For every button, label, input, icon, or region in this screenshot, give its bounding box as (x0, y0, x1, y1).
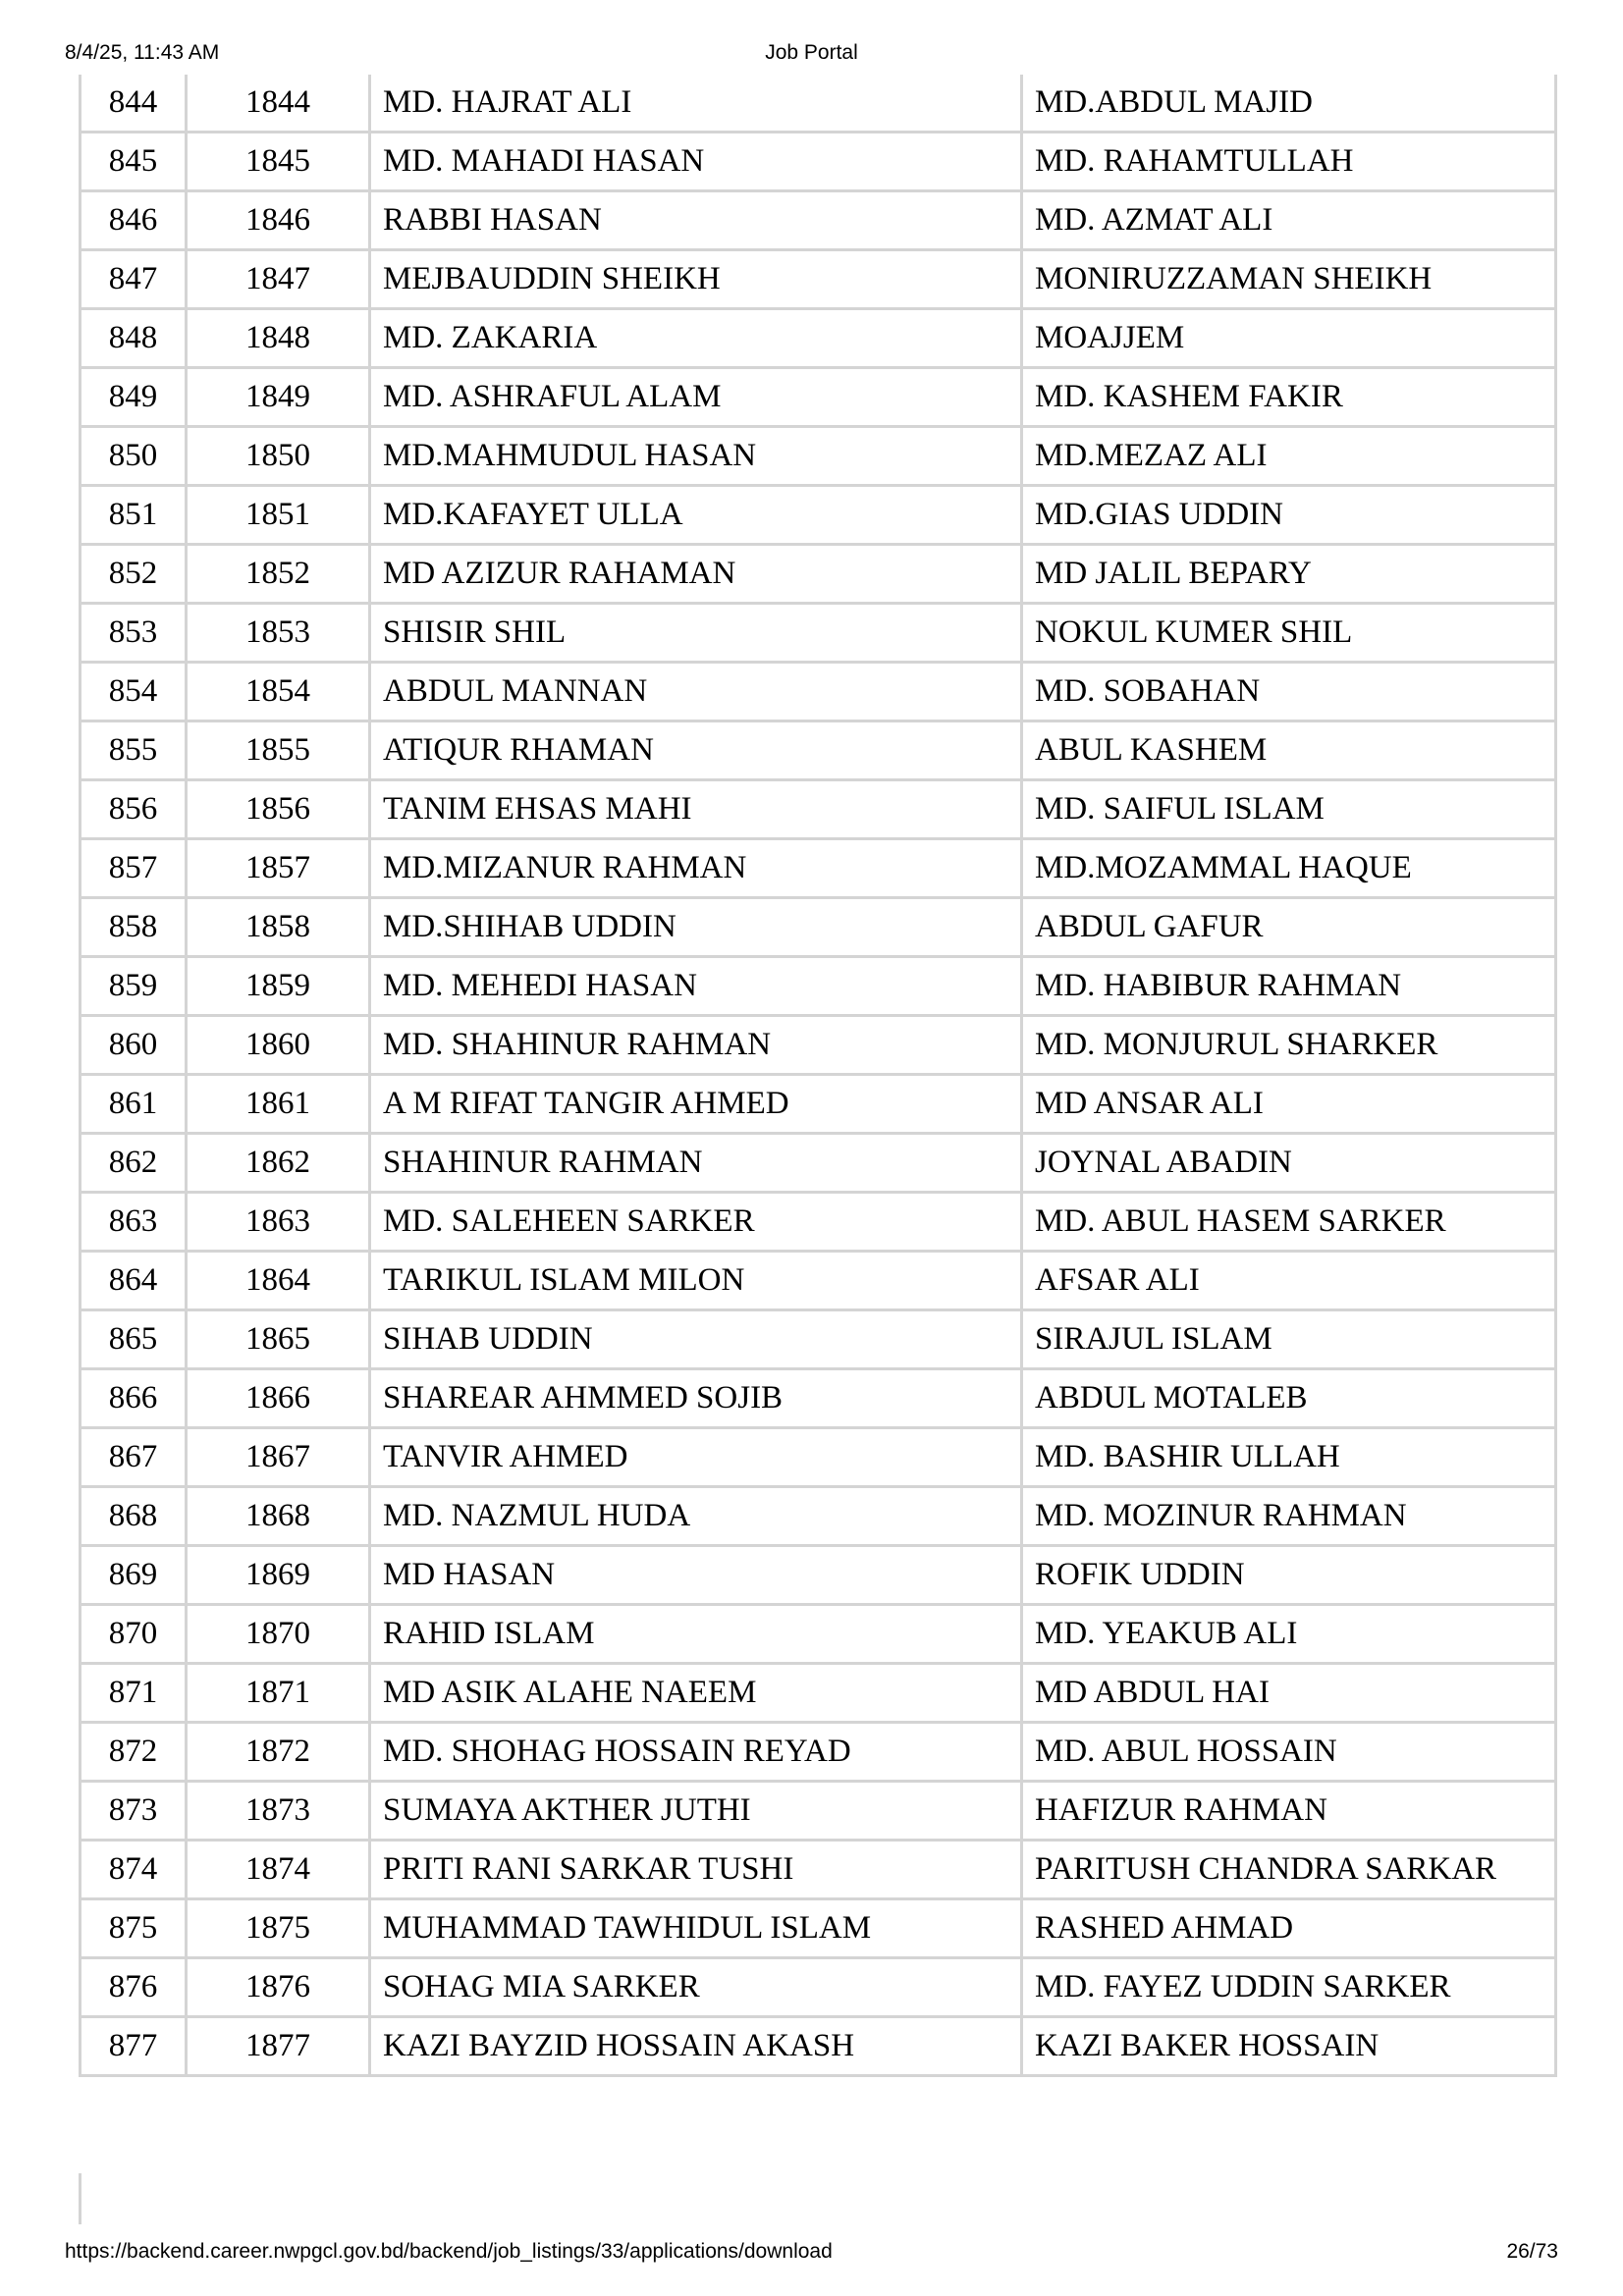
roll-cell: 1877 (187, 2017, 370, 2076)
serial-cell: 855 (81, 721, 187, 780)
table-row (81, 368, 1556, 427)
table-row (81, 1193, 1556, 1252)
roll-cell: 1871 (187, 1664, 370, 1723)
page-url: https://backend.career.nwpgcl.gov.bd/backend/job_listings/33/applications/download (65, 2240, 833, 2263)
serial-cell: 854 (81, 663, 187, 721)
roll-cell: 1867 (187, 1428, 370, 1487)
serial-cell: 875 (81, 1899, 187, 1958)
table-row (81, 545, 1556, 604)
applicant-name-cell: MD. NAZMUL HUDA (370, 1487, 1022, 1546)
serial-cell: 864 (81, 1252, 187, 1310)
table-row (81, 1546, 1556, 1605)
print-datetime: 8/4/25, 11:43 AM (65, 41, 220, 64)
table-row (81, 309, 1556, 368)
table-row (81, 1252, 1556, 1310)
applicant-name-cell: KAZI BAYZID HOSSAIN AKASH (370, 2017, 1022, 2076)
serial-cell: 868 (81, 1487, 187, 1546)
father-name-cell: ROFIK UDDIN (1022, 1546, 1556, 1605)
table-row (81, 1369, 1556, 1428)
roll-cell: 1866 (187, 1369, 370, 1428)
father-name-cell: MD ANSAR ALI (1022, 1075, 1556, 1134)
table-row (81, 1134, 1556, 1193)
table-row (81, 1428, 1556, 1487)
table-row (81, 486, 1556, 545)
father-name-cell: SIRAJUL ISLAM (1022, 1310, 1556, 1369)
serial-cell: 857 (81, 839, 187, 898)
father-name-cell: MD. FAYEZ UDDIN SARKER (1022, 1958, 1556, 2017)
father-name-cell: MD. BASHIR ULLAH (1022, 1428, 1556, 1487)
father-name-cell: ABDUL GAFUR (1022, 898, 1556, 957)
applicant-name-cell: SUMAYA AKTHER JUTHI (370, 1782, 1022, 1841)
table-row (81, 1782, 1556, 1841)
father-name-cell: MD.GIAS UDDIN (1022, 486, 1556, 545)
father-name-cell: RASHED AHMAD (1022, 1899, 1556, 1958)
father-name-cell: MD. YEAKUB ALI (1022, 1605, 1556, 1664)
table-row (81, 604, 1556, 663)
table-row (81, 839, 1556, 898)
roll-cell: 1865 (187, 1310, 370, 1369)
roll-cell: 1872 (187, 1723, 370, 1782)
serial-cell: 874 (81, 1841, 187, 1899)
roll-cell: 1849 (187, 368, 370, 427)
serial-cell: 852 (81, 545, 187, 604)
father-name-cell: MD. HABIBUR RAHMAN (1022, 957, 1556, 1016)
serial-cell: 871 (81, 1664, 187, 1723)
serial-cell: 872 (81, 1723, 187, 1782)
serial-cell: 847 (81, 250, 187, 309)
applicant-name-cell: TARIKUL ISLAM MILON (370, 1252, 1022, 1310)
roll-cell: 1876 (187, 1958, 370, 2017)
roll-cell: 1874 (187, 1841, 370, 1899)
serial-cell: 848 (81, 309, 187, 368)
table-row (81, 1016, 1556, 1075)
applicant-name-cell: TANIM EHSAS MAHI (370, 780, 1022, 839)
father-name-cell: HAFIZUR RAHMAN (1022, 1782, 1556, 1841)
table-row (81, 427, 1556, 486)
applicant-name-cell: MD. MEHEDI HASAN (370, 957, 1022, 1016)
roll-cell: 1856 (187, 780, 370, 839)
serial-cell: 870 (81, 1605, 187, 1664)
applicant-name-cell: SHAREAR AHMMED SOJIB (370, 1369, 1022, 1428)
applicant-name-cell: PRITI RANI SARKAR TUSHI (370, 1841, 1022, 1899)
father-name-cell: ABUL KASHEM (1022, 721, 1556, 780)
applicant-name-cell: RAHID ISLAM (370, 1605, 1022, 1664)
roll-cell: 1868 (187, 1487, 370, 1546)
applicant-name-cell: SIHAB UDDIN (370, 1310, 1022, 1369)
father-name-cell: ABDUL MOTALEB (1022, 1369, 1556, 1428)
applicant-name-cell: MEJBAUDDIN SHEIKH (370, 250, 1022, 309)
roll-cell: 1855 (187, 721, 370, 780)
father-name-cell: MD.ABDUL MAJID (1022, 75, 1556, 133)
table-row (81, 957, 1556, 1016)
applicant-name-cell: A M RIFAT TANGIR AHMED (370, 1075, 1022, 1134)
roll-cell: 1860 (187, 1016, 370, 1075)
serial-cell: 850 (81, 427, 187, 486)
applicant-name-cell: SOHAG MIA SARKER (370, 1958, 1022, 2017)
father-name-cell: JOYNAL ABADIN (1022, 1134, 1556, 1193)
serial-cell: 861 (81, 1075, 187, 1134)
applicant-name-cell: MD HASAN (370, 1546, 1022, 1605)
father-name-cell: PARITUSH CHANDRA SARKAR (1022, 1841, 1556, 1899)
table-row (81, 1075, 1556, 1134)
serial-cell: 863 (81, 1193, 187, 1252)
roll-cell: 1852 (187, 545, 370, 604)
applicant-name-cell: MD.SHIHAB UDDIN (370, 898, 1022, 957)
table-row (81, 1605, 1556, 1664)
applicant-name-cell: MD. SALEHEEN SARKER (370, 1193, 1022, 1252)
applicant-name-cell: SHISIR SHIL (370, 604, 1022, 663)
table-row (81, 191, 1556, 250)
father-name-cell: MD. SAIFUL ISLAM (1022, 780, 1556, 839)
serial-cell: 844 (81, 75, 187, 133)
serial-cell: 858 (81, 898, 187, 957)
roll-cell: 1873 (187, 1782, 370, 1841)
serial-cell: 869 (81, 1546, 187, 1605)
table-row (81, 133, 1556, 191)
father-name-cell: AFSAR ALI (1022, 1252, 1556, 1310)
table-row (81, 663, 1556, 721)
table-row (81, 75, 1556, 133)
applicant-name-cell: ATIQUR RHAMAN (370, 721, 1022, 780)
father-name-cell: MD. ABUL HASEM SARKER (1022, 1193, 1556, 1252)
father-name-cell: MD. ABUL HOSSAIN (1022, 1723, 1556, 1782)
serial-cell: 866 (81, 1369, 187, 1428)
applicant-name-cell: MD. MAHADI HASAN (370, 133, 1022, 191)
table-row (81, 1841, 1556, 1899)
roll-cell: 1848 (187, 309, 370, 368)
roll-cell: 1869 (187, 1546, 370, 1605)
applicant-name-cell: MD. SHAHINUR RAHMAN (370, 1016, 1022, 1075)
roll-cell: 1846 (187, 191, 370, 250)
roll-cell: 1857 (187, 839, 370, 898)
applicant-name-cell: RABBI HASAN (370, 191, 1022, 250)
roll-cell: 1858 (187, 898, 370, 957)
serial-cell: 862 (81, 1134, 187, 1193)
table-row (81, 1664, 1556, 1723)
applicant-name-cell: MD. ZAKARIA (370, 309, 1022, 368)
serial-cell: 860 (81, 1016, 187, 1075)
table-row (81, 1958, 1556, 2017)
applicant-table (79, 75, 1557, 2077)
father-name-cell: MD. MOZINUR RAHMAN (1022, 1487, 1556, 1546)
roll-cell: 1850 (187, 427, 370, 486)
father-name-cell: MD.MEZAZ ALI (1022, 427, 1556, 486)
roll-cell: 1864 (187, 1252, 370, 1310)
father-name-cell: MOAJJEM (1022, 309, 1556, 368)
roll-cell: 1847 (187, 250, 370, 309)
roll-cell: 1863 (187, 1193, 370, 1252)
roll-cell: 1862 (187, 1134, 370, 1193)
applicant-name-cell: MD.MIZANUR RAHMAN (370, 839, 1022, 898)
applicant-name-cell: MD. SHOHAG HOSSAIN REYAD (370, 1723, 1022, 1782)
father-name-cell: MD. KASHEM FAKIR (1022, 368, 1556, 427)
serial-cell: 846 (81, 191, 187, 250)
applicant-name-cell: MD.KAFAYET ULLA (370, 486, 1022, 545)
roll-cell: 1845 (187, 133, 370, 191)
serial-cell: 845 (81, 133, 187, 191)
father-name-cell: NOKUL KUMER SHIL (1022, 604, 1556, 663)
father-name-cell: MD. AZMAT ALI (1022, 191, 1556, 250)
serial-cell: 867 (81, 1428, 187, 1487)
serial-cell: 873 (81, 1782, 187, 1841)
father-name-cell: MD JALIL BEPARY (1022, 545, 1556, 604)
father-name-cell: MD ABDUL HAI (1022, 1664, 1556, 1723)
serial-cell: 856 (81, 780, 187, 839)
roll-cell: 1875 (187, 1899, 370, 1958)
applicant-name-cell: MD.MAHMUDUL HASAN (370, 427, 1022, 486)
page-number: 26/73 (1506, 2240, 1558, 2263)
table-row (81, 1723, 1556, 1782)
table-row (81, 250, 1556, 309)
serial-cell: 865 (81, 1310, 187, 1369)
table-row (81, 780, 1556, 839)
father-name-cell: KAZI BAKER HOSSAIN (1022, 2017, 1556, 2076)
roll-cell: 1854 (187, 663, 370, 721)
serial-cell: 849 (81, 368, 187, 427)
table-row (81, 2017, 1556, 2076)
table-row (81, 721, 1556, 780)
roll-cell: 1859 (187, 957, 370, 1016)
roll-cell: 1861 (187, 1075, 370, 1134)
roll-cell: 1844 (187, 75, 370, 133)
applicant-name-cell: MD AZIZUR RAHAMAN (370, 545, 1022, 604)
father-name-cell: MONIRUZZAMAN SHEIKH (1022, 250, 1556, 309)
applicant-name-cell: TANVIR AHMED (370, 1428, 1022, 1487)
applicant-name-cell: MUHAMMAD TAWHIDUL ISLAM (370, 1899, 1022, 1958)
applicant-name-cell: ABDUL MANNAN (370, 663, 1022, 721)
table-row (81, 1487, 1556, 1546)
page-title: Job Portal (765, 41, 858, 64)
father-name-cell: MD. RAHAMTULLAH (1022, 133, 1556, 191)
serial-cell: 877 (81, 2017, 187, 2076)
table-row (81, 898, 1556, 957)
father-name-cell: MD. SOBAHAN (1022, 663, 1556, 721)
serial-cell: 876 (81, 1958, 187, 2017)
table-row (81, 1310, 1556, 1369)
roll-cell: 1853 (187, 604, 370, 663)
applicant-name-cell: MD. ASHRAFUL ALAM (370, 368, 1022, 427)
roll-cell: 1851 (187, 486, 370, 545)
table-row (81, 1899, 1556, 1958)
applicant-name-cell: SHAHINUR RAHMAN (370, 1134, 1022, 1193)
father-name-cell: MD. MONJURUL SHARKER (1022, 1016, 1556, 1075)
roll-cell: 1870 (187, 1605, 370, 1664)
serial-cell: 851 (81, 486, 187, 545)
applicant-name-cell: MD. HAJRAT ALI (370, 75, 1022, 133)
serial-cell: 859 (81, 957, 187, 1016)
father-name-cell: MD.MOZAMMAL HAQUE (1022, 839, 1556, 898)
applicant-table-body (81, 75, 1556, 2076)
page-border-line (79, 2173, 81, 2224)
serial-cell: 853 (81, 604, 187, 663)
applicant-name-cell: MD ASIK ALAHE NAEEM (370, 1664, 1022, 1723)
